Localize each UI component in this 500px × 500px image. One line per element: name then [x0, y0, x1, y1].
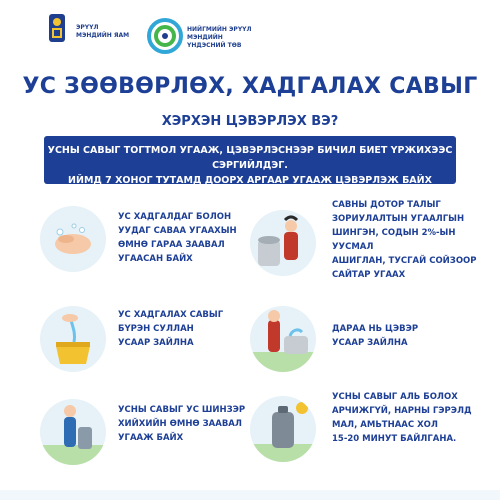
step-text: УСНЫ САВЫГ УС ШИНЗЭР ХИЙХИЙН ӨМНӨ ЗААВАЛ УГААЖ БАЙХ: [118, 405, 246, 443]
step-text: САВНЫ ДОТОР ТАЛЫГ ЗОРИУЛАЛТЫН УГААЛГЫН ШИНГЭН, СОДЫН 2%-ЫН УУСМАЛ АШИГЛАН, ТУСГАЙ СОЙЗООР САЙТАР УГААХ: [332, 200, 477, 280]
step-rinse-clean-water: [250, 300, 490, 380]
center-name: НИЙГМИЙН ЭРҮҮЛ МЭНДИЙН ҮНДЭСНИЙ ТӨВ: [187, 26, 252, 49]
step-text: УС ХАДГАЛДАГ БОЛОН УУДАГ САВАА УГААХЫН ӨМНӨ ГАРАА ЗААВАЛ УГААСАН БАЙХ: [118, 212, 237, 264]
swirl-icon: [145, 16, 185, 56]
banner-text: [44, 143, 456, 203]
step-scrub-inside: [250, 198, 490, 293]
hand-washing-icon: [40, 206, 106, 272]
step-dry-in-sun: [250, 388, 490, 478]
drying-container-icon: [250, 396, 316, 462]
person-with-barrel-icon: [40, 399, 106, 465]
sub-title: ХЭРХЭН ЦЭВЭРЛЭХ ВЭ?: [161, 114, 339, 129]
banner-line-2: ИЙМД 7 ХОНОГ ТУТАМД ДООРХ АРГААР УГААЖ ЦЭВЭРЛЭЖ БАЙХ ХЭРЭГТЭЙ: [68, 175, 432, 201]
state-emblem-icon: [44, 12, 70, 46]
header: [0, 0, 500, 62]
step-wash-before-fill: [40, 395, 260, 475]
banner-line-1: УСНЫ САВЫГ ТОГТМОЛ УГААЖ, ЦЭВЭРЛЭСНЭЭР БИЧИЛ БИЕТ ҮРЖИХЭЭС СЭРГИЙЛДЭГ.: [47, 145, 453, 171]
ministry-name: ЭРҮҮЛ МЭНДИЙН ЯАМ: [76, 24, 130, 39]
ministry-logo: [40, 10, 140, 55]
public-health-center-logo: [145, 16, 285, 56]
footer-strip: [0, 490, 500, 500]
step-text: ДАРАА НЬ ЦЭВЭР УСААР ЗАЙЛНА: [332, 324, 419, 348]
step-text: УСНЫ САВЫГ АЛЬ БОЛОХ АРЧИЖГҮЙ, НАРНЫ ГЭРЭЛД МАЛ, АМЬТНААС ХОЛ 15-20 МИНУТ БАЙЛГАНА.: [332, 392, 472, 444]
bucket-pouring-icon: [40, 306, 106, 372]
main-title: УС ЗӨӨВӨРЛӨХ, ХАДГАЛАХ САВЫГ: [22, 74, 478, 99]
step-rinse-bucket: [40, 300, 260, 380]
scrubbing-container-icon: [250, 210, 316, 276]
step-text: УС ХАДГАЛАХ САВЫГ БҮРЭН СУЛЛАН УСААР ЗАЙЛНА: [118, 310, 224, 348]
step-wash-hands: [40, 200, 260, 280]
rinsing-container-icon: [250, 306, 316, 372]
info-banner: [44, 136, 456, 201]
